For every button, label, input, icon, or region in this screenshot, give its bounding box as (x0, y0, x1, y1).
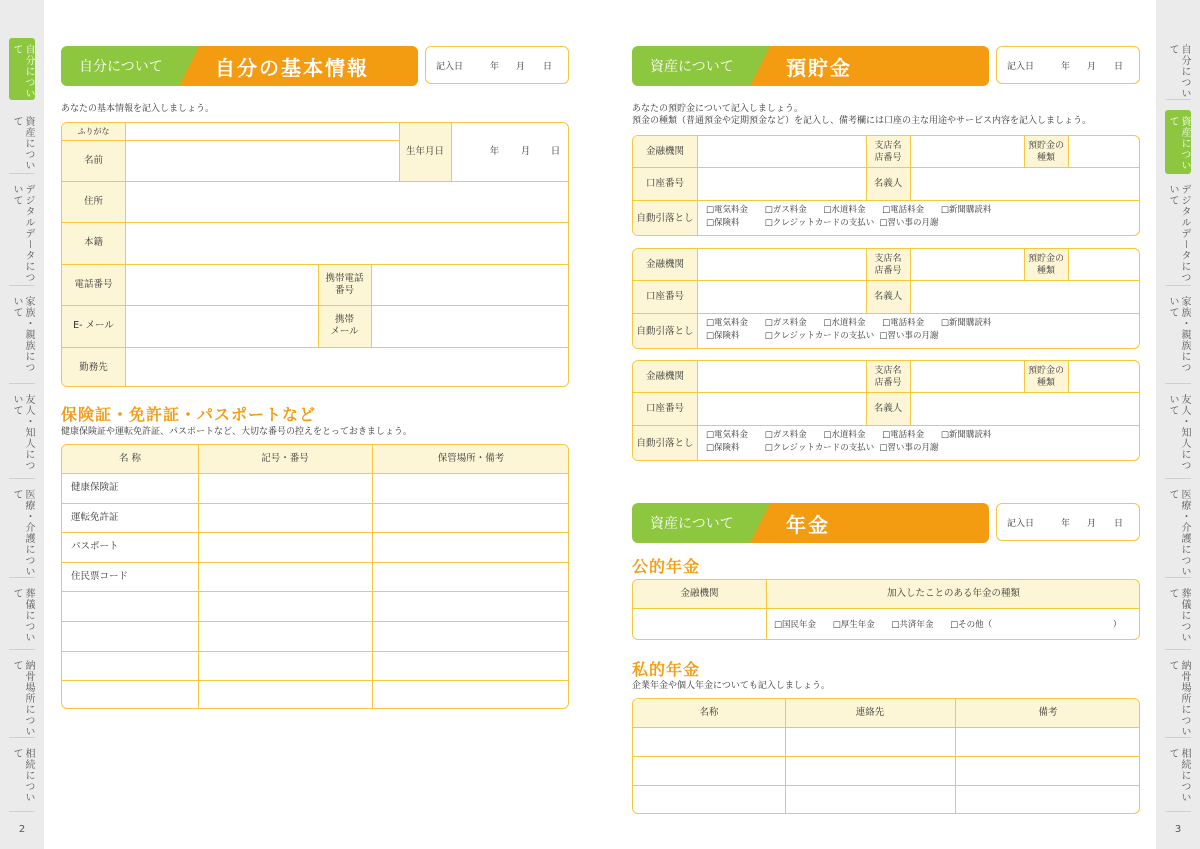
index-tab[interactable]: 医療・介護について (1165, 483, 1191, 578)
index-tab[interactable]: 相続について (9, 742, 35, 812)
left-index-tabs (0, 0, 44, 849)
account-number-label: 口座番号 (645, 177, 684, 189)
insurance-table (61, 444, 569, 709)
public-pension-heading: 公的年金 (632, 557, 701, 576)
banner-title: 預貯金 (750, 46, 989, 86)
index-tab[interactable]: 医療・介護について (9, 483, 35, 578)
index-tab[interactable]: 自分について (1165, 38, 1191, 100)
bank-label: 金融機関 (645, 370, 684, 382)
banner-category: 資産について (632, 46, 750, 86)
savings-intro-1: あなたの預貯金について記入しましょう。 (632, 104, 803, 114)
address-label: 住所 (83, 195, 103, 207)
column-header: 備考 (1038, 707, 1058, 718)
holder-label: 名義人 (873, 177, 903, 189)
index-tab[interactable]: 葬儀について (1165, 582, 1191, 650)
banner-title: 年金 (750, 503, 989, 543)
deposit-type-label: 預貯金の 種類 (1027, 253, 1064, 276)
index-tab[interactable]: 自分について (9, 38, 35, 100)
mobile-phone-label: 携帯電話 番号 (325, 272, 364, 296)
auto-debit-options[interactable]: □電気料金 □ガス料金 □水道料金 □電話料金 □新聞購読料 □保険料 □クレジットカードの支払い □習い事の月謝 (706, 205, 992, 228)
savings-intro-2: 預金の種類（普通預金や定期預金など）を記入し、備考欄には口座の主な用途やサービス内容を記入しましょう。 (632, 116, 1092, 126)
account-number-label: 口座番号 (645, 402, 684, 414)
table-row-label: パスポート (71, 541, 119, 552)
bank-account-form (632, 135, 1140, 236)
insurance-intro: 健康保険証や運転免許証、パスポートなど、大切な番号の控えをとっておきましょう。 (61, 427, 412, 437)
table-row-label (62, 680, 198, 709)
deposit-type-label: 預貯金の 種類 (1027, 365, 1064, 388)
birthday-label: 生年月日 (405, 146, 444, 157)
bank-label: 金融機関 (645, 145, 684, 157)
index-tab[interactable]: 友人・知人について (1165, 388, 1191, 479)
page-number-left: 2 (18, 824, 26, 835)
column-header: 名称 (699, 707, 719, 718)
bank-label: 金融機関 (645, 258, 684, 270)
right-index-tabs (1156, 0, 1200, 849)
phone-label: 電話番号 (74, 278, 113, 290)
table-row-label: 健康保険証 (71, 482, 119, 493)
banner-category: 自分について (61, 46, 179, 86)
table-row-label (62, 591, 198, 621)
insurance-heading: 保険証・免許証・パスポートなど (61, 405, 317, 424)
bank-account-form (632, 360, 1140, 461)
bank-account-form (632, 248, 1140, 349)
column-header: 加入したことのある年金の種類 (886, 588, 1020, 599)
pension-type-options[interactable]: □国民年金 □厚生年金 □共済年金 □その他（ ） (774, 620, 1122, 630)
index-tab[interactable]: 葬儀について (9, 582, 35, 650)
index-tab[interactable]: デジタルデータについて (9, 178, 35, 286)
index-tab[interactable]: 資産について (1165, 110, 1191, 174)
name-label: 名前 (83, 154, 103, 166)
branch-label: 支店名 店番号 (874, 365, 902, 388)
private-pension-heading: 私的年金 (632, 660, 701, 679)
deposit-type-label: 預貯金の 種類 (1027, 140, 1064, 163)
column-header: 金融機関 (680, 588, 719, 599)
pension-banner (632, 503, 989, 543)
index-tab[interactable]: 友人・知人について (9, 388, 35, 479)
table-row-label (62, 651, 198, 681)
private-pension-intro: 企業年金や個人年金についても記入しましょう。 (632, 681, 830, 691)
entry-date-box[interactable]: 記入日 年 月 日 (996, 503, 1140, 541)
private-pension-table (632, 698, 1140, 814)
public-pension-table (632, 579, 1140, 640)
column-header: 保管場所・備考 (437, 453, 505, 464)
index-tab[interactable]: 納骨場所について (1165, 654, 1191, 738)
workplace-label: 勤務先 (79, 361, 108, 373)
domicile-label: 本籍 (83, 237, 103, 248)
basic-info-intro: あなたの基本情報を記入しましょう。 (61, 104, 215, 114)
column-header: 名 称 (118, 453, 142, 464)
basic-info-banner (61, 46, 418, 86)
email-label: E- メール (73, 320, 114, 331)
entry-date-box[interactable]: 記入日 年 月 日 (996, 46, 1140, 84)
banner-category: 資産について (632, 503, 750, 543)
index-tab[interactable]: 家族・親族について (9, 290, 35, 384)
account-number-label: 口座番号 (645, 290, 684, 302)
table-row-label: 運転免許証 (71, 512, 119, 523)
index-tab[interactable]: 資産について (9, 110, 35, 174)
auto-debit-options[interactable]: □電気料金 □ガス料金 □水道料金 □電話料金 □新聞購読料 □保険料 □クレジットカードの支払い □習い事の月謝 (706, 430, 992, 453)
table-row-label (62, 621, 198, 651)
branch-label: 支店名 店番号 (874, 253, 902, 276)
index-tab[interactable]: 相続について (1165, 742, 1191, 812)
basic-info-form: ふりがな 名前 生年月日 年 月 日 住所 本籍 電話番号 携帯電話 番号 E- メール 携帯 メール 勤務先 (61, 122, 569, 387)
index-tab[interactable]: 納骨場所について (9, 654, 35, 738)
entry-date-box[interactable]: 記入日 年 月 日 (425, 46, 569, 84)
mobile-email-label: 携帯 メール (330, 314, 359, 337)
auto-debit-label: 自動引落とし (636, 212, 694, 224)
page-number-right: 3 (1174, 824, 1182, 835)
banner-title: 自分の基本情報 (179, 46, 418, 86)
index-tab[interactable]: 家族・親族について (1165, 290, 1191, 384)
index-tab[interactable]: デジタルデータについて (1165, 178, 1191, 286)
auto-debit-label: 自動引落とし (636, 437, 694, 449)
savings-banner (632, 46, 989, 86)
branch-label: 支店名 店番号 (874, 140, 902, 163)
table-row-label: 住民票コード (71, 571, 129, 582)
auto-debit-label: 自動引落とし (636, 325, 694, 337)
column-header: 記号・番号 (261, 453, 309, 464)
furigana-label: ふりがな (77, 126, 110, 136)
holder-label: 名義人 (873, 402, 903, 414)
auto-debit-options[interactable]: □電気料金 □ガス料金 □水道料金 □電話料金 □新聞購読料 □保険料 □クレジットカードの支払い □習い事の月謝 (706, 318, 992, 341)
column-header: 連絡先 (855, 707, 885, 718)
holder-label: 名義人 (873, 290, 903, 302)
